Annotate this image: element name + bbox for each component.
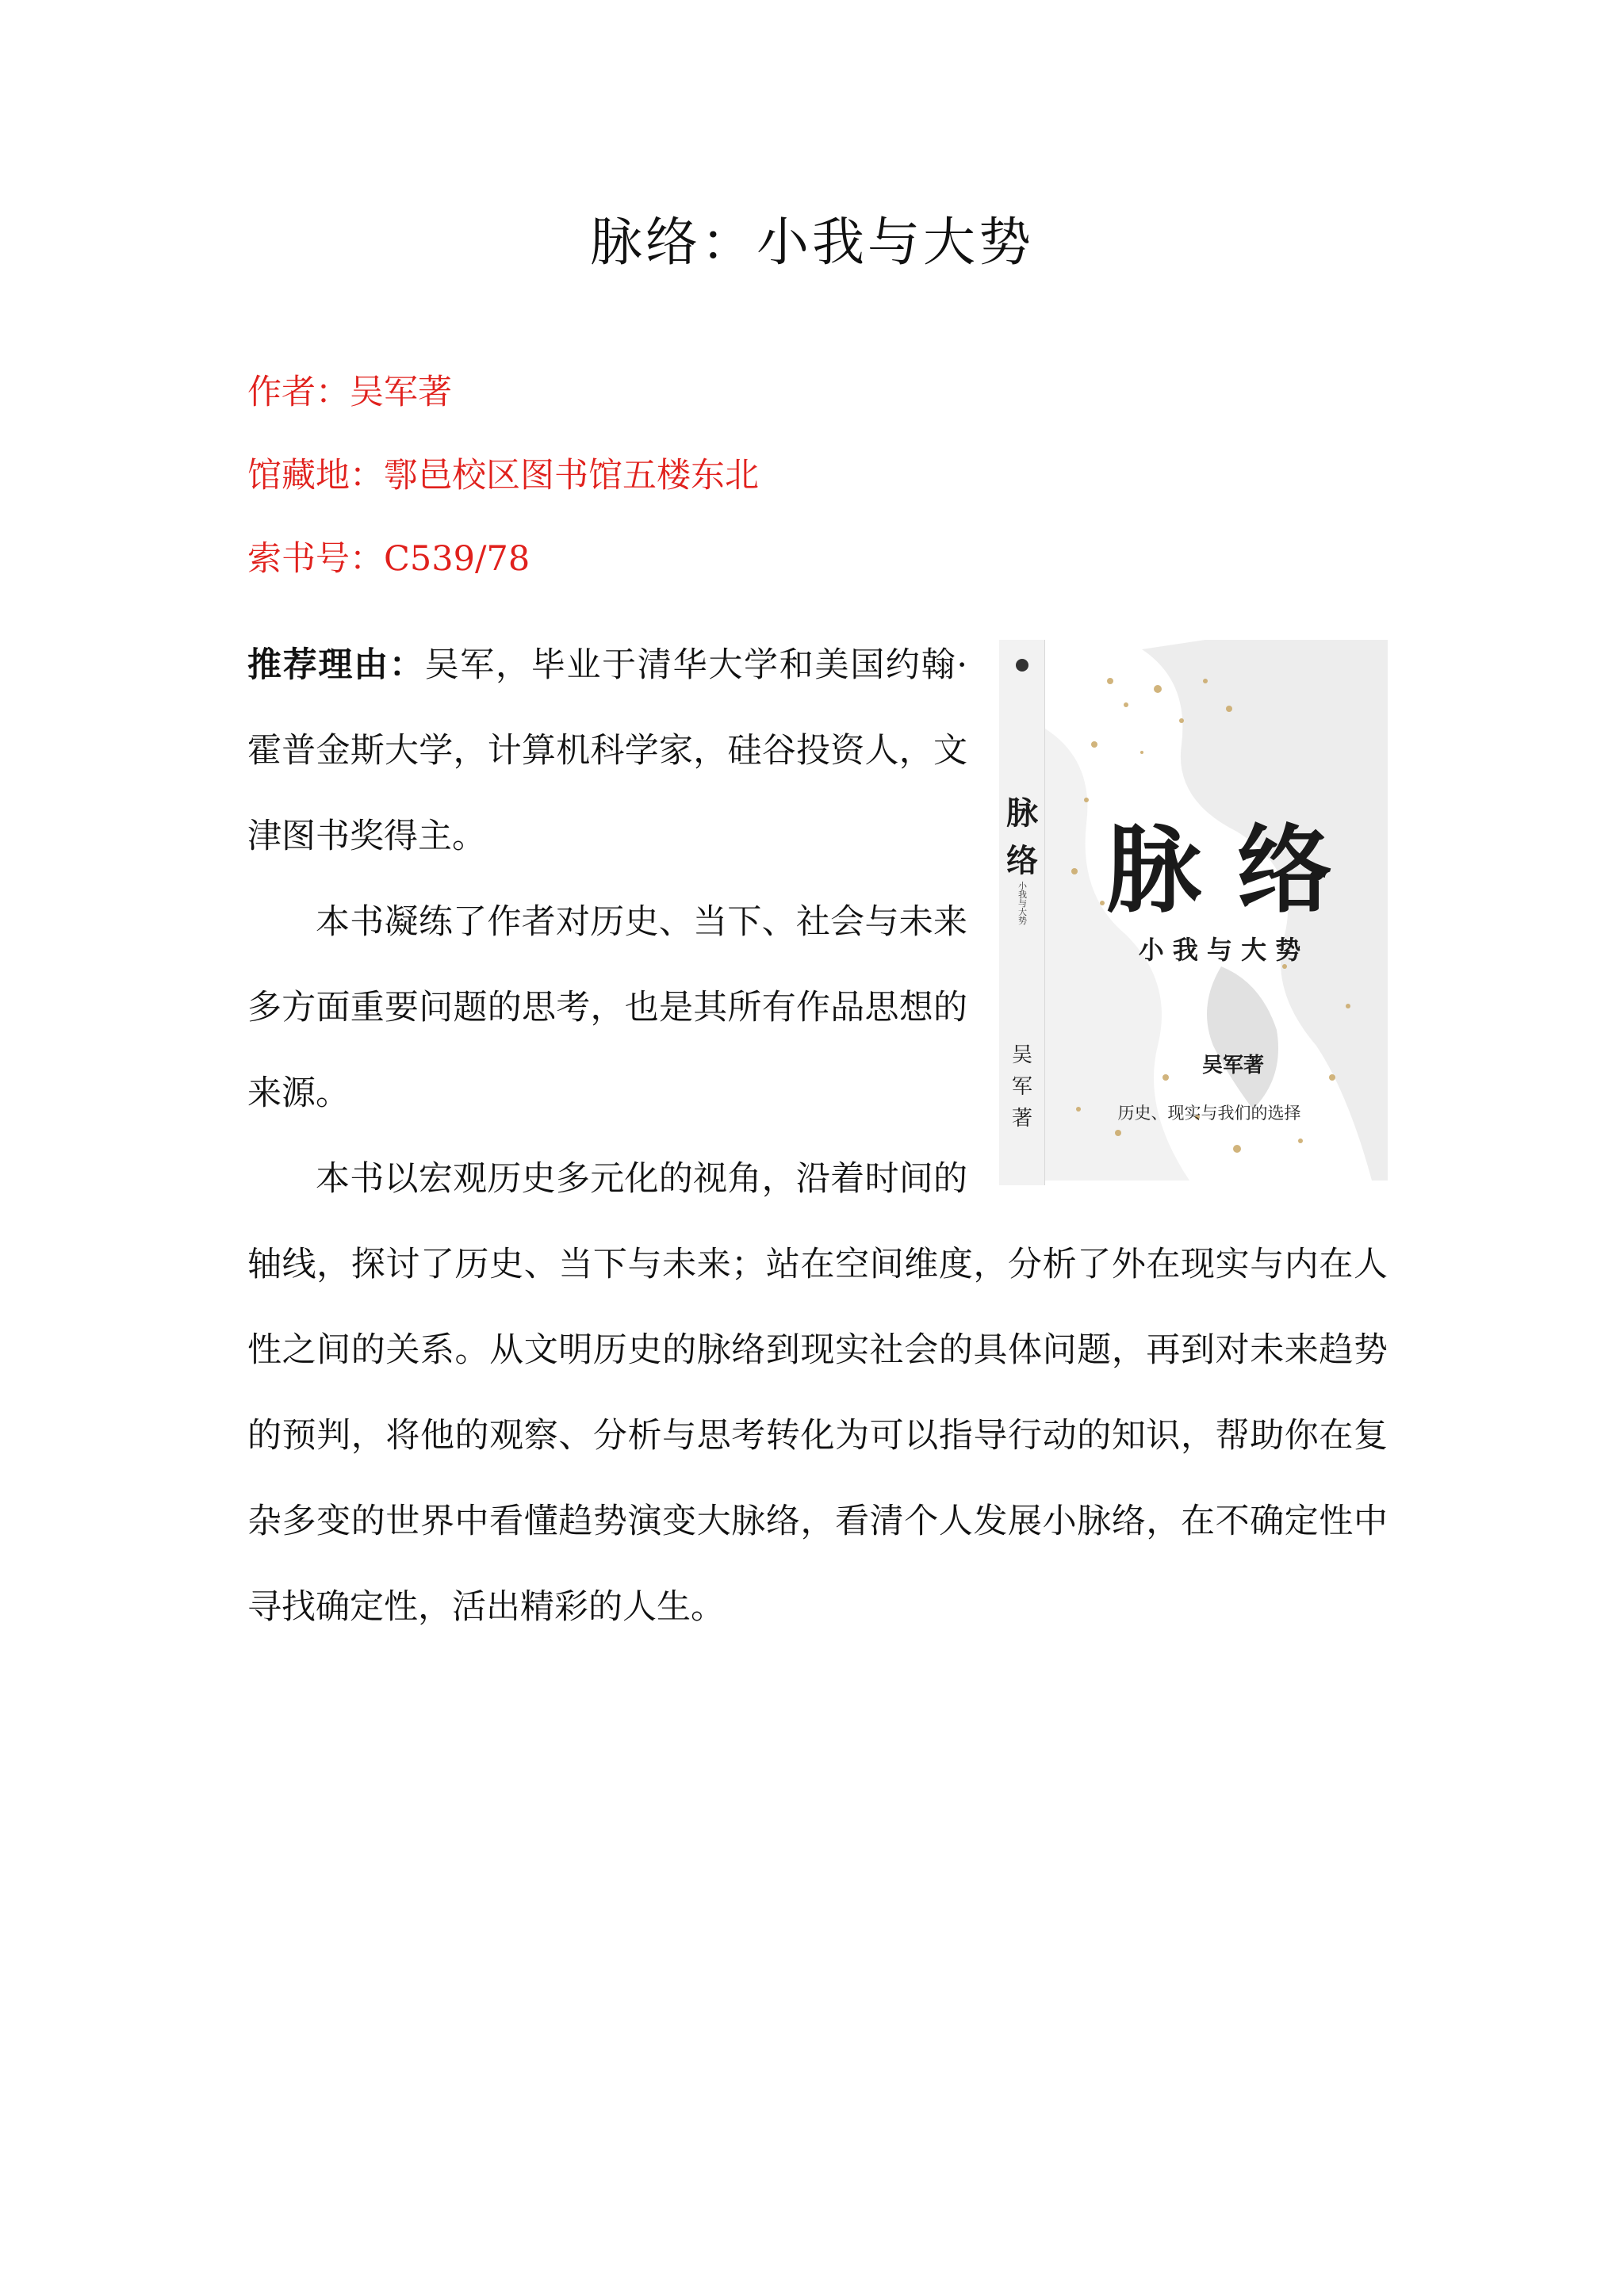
spine-author-3: 著 — [1011, 1107, 1033, 1131]
publisher-logo-icon — [1016, 659, 1028, 672]
reason-paragraph-3: 本书以宏观历史多元化的视角，沿着时间的轴线，探讨了历史、当下与未来；站在空间维度，分析了外在现实与内在人性之间的关系。从文明历史的脉络到现实社会的具体问题，再到对未来趋势的预判，将他的观察、分析与思考转化为可以指导行动的知识，帮助你在复杂多变的世界中看懂趋势演变大脉络，看清个人发展小脉络，在不确定性中寻找确定性，活出精彩的人生。 — [247, 1159, 1388, 1627]
author-line: 作者：吴军著 — [247, 373, 452, 412]
spine-subtitle: 小我与大势 — [1017, 881, 1028, 925]
cover-author: 吴军著 — [1201, 1054, 1265, 1077]
book-cover-image — [999, 633, 1388, 1188]
call-number-line: 索书号：C539/78 — [247, 539, 530, 579]
reason-paragraph-2: 本书凝练了作者对历史、当下、社会与未来多方面重要问题的思考，也是其所有作品思想的来源。 — [247, 902, 967, 1113]
cover-tagline: 历史、现实与我们的选择 — [1117, 1104, 1301, 1123]
recommendation-body — [247, 622, 1388, 1650]
spine-title-1: 脉 — [1006, 795, 1038, 832]
reason-label: 推荐理由： — [247, 645, 425, 685]
cover-title-char-2: 络 — [1237, 816, 1332, 926]
reason-text-1: 吴军，毕业于清华大学和美国约翰·霍普金斯大学，计算机科学家，硅谷投资人，文津图书奖得主。 — [247, 645, 968, 856]
spine-author-1: 吴 — [1011, 1043, 1033, 1067]
page-title: 脉络：小我与大势 — [590, 212, 1034, 273]
location-line: 馆藏地：鄠邑校区图书馆五楼东北 — [247, 456, 759, 496]
spine-author-2: 军 — [1011, 1075, 1033, 1099]
spine-title-2: 络 — [1006, 843, 1038, 879]
cover-title-char-1: 脉 — [1106, 816, 1201, 926]
cover-subtitle: 小 我 与 大 势 — [1138, 935, 1301, 965]
book-cover-illustration — [999, 633, 1388, 1188]
